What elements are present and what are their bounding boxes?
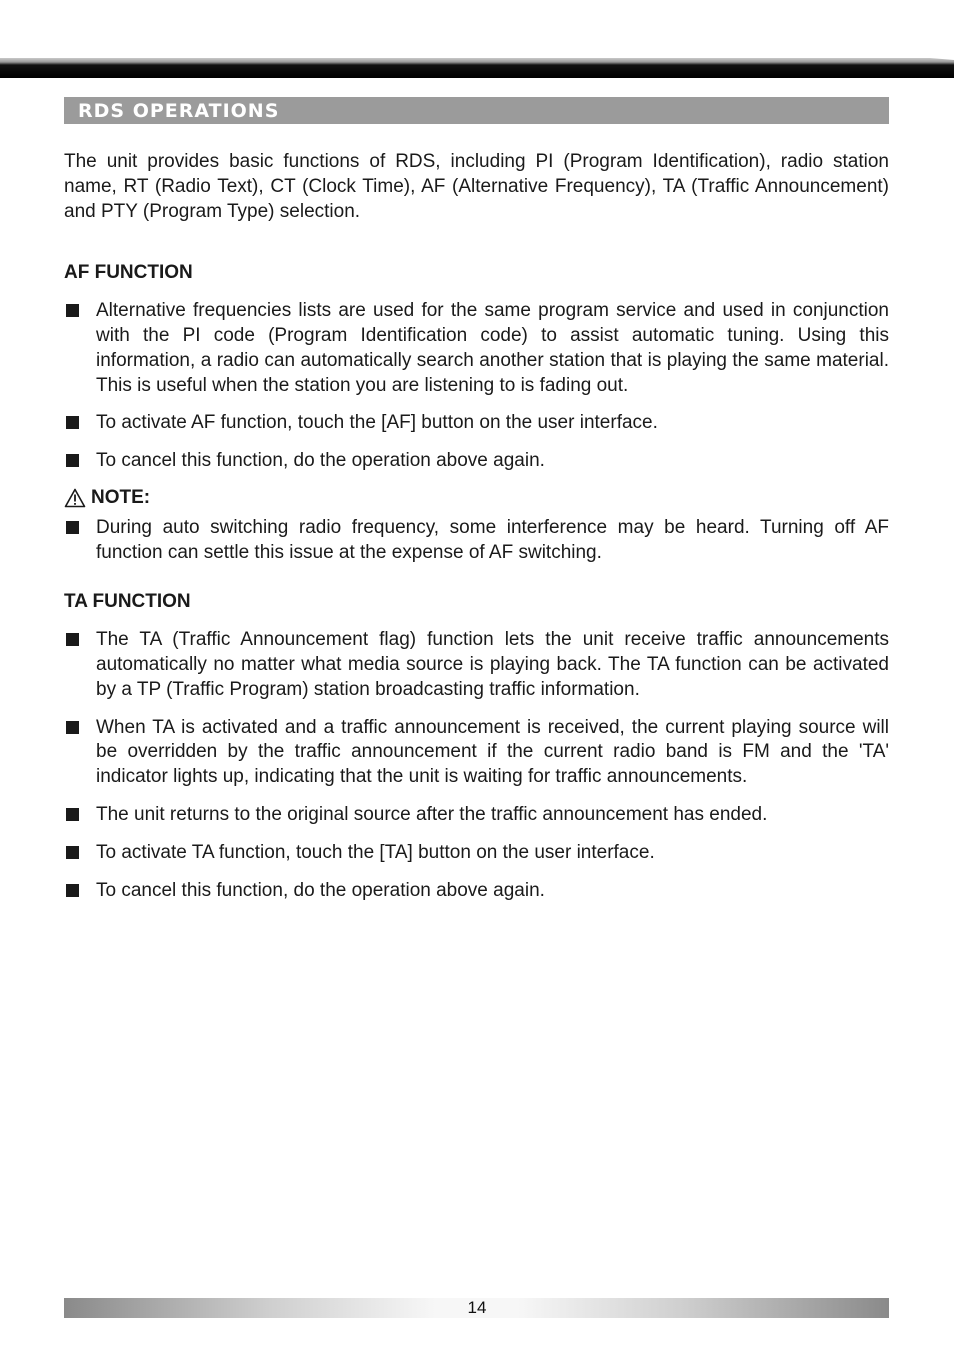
page-number: 14 <box>467 1298 487 1317</box>
section-header <box>64 97 889 124</box>
af-bullet-2-text: To activate AF function, touch the [AF] button on the user interface. <box>96 412 658 434</box>
af-bullet-3-text: To cancel this function, do the operation above again. <box>96 450 545 472</box>
square-bullet-icon <box>66 884 79 897</box>
square-bullet-icon <box>66 304 79 317</box>
square-bullet-icon <box>66 808 79 821</box>
section-title: RDS OPERATIONS <box>78 100 280 122</box>
note-bullet <box>64 516 889 566</box>
square-bullet-icon <box>66 633 79 646</box>
ta-bullet-5 <box>64 879 889 904</box>
ta-bullet-5-text: To cancel this function, do the operation above again. <box>96 879 545 901</box>
page-content <box>64 150 889 903</box>
square-bullet-icon <box>66 416 79 429</box>
warning-triangle-icon <box>64 488 86 508</box>
af-function-heading: AF FUNCTION <box>64 262 193 284</box>
af-bullet-2 <box>64 411 889 436</box>
note-heading <box>64 486 889 511</box>
square-bullet-icon <box>66 721 79 734</box>
ta-bullet-1 <box>64 628 889 702</box>
top-decorative-bar <box>0 58 954 78</box>
square-bullet-icon <box>66 846 79 859</box>
af-bullet-1 <box>64 299 889 398</box>
ta-bullet-2 <box>64 716 889 790</box>
intro-paragraph: The unit provides basic functions of RDS, including PI (Program Identification), radio station name, RT (Radio Text), CT (Clock Time), AF (Alternative Frequency), TA (Traffic Announcement) and PTY (Program Type) selection. <box>64 151 889 222</box>
ta-bullet-4 <box>64 841 889 866</box>
square-bullet-icon <box>66 521 79 534</box>
square-bullet-icon <box>66 454 79 467</box>
ta-bullet-3-text: The unit returns to the original source after the traffic announcement has ended. <box>96 803 768 825</box>
af-bullet-3 <box>64 449 889 474</box>
ta-bullet-4-text: To activate TA function, touch the [TA] button on the user interface. <box>96 841 655 863</box>
ta-bullet-2-text: When TA is activated and a traffic announcement is received, the current playing source will be overridden by the traffic announcement if the current radio band is FM and the 'TA' indicator lights up, indicating that the unit is waiting for traffic announcements. <box>96 716 889 788</box>
af-bullet-1-text: Alternative frequencies lists are used for the same program service and used in conjunction with the PI code (Program Identification code) to assist automatic tuning. Using this information, a radio can automatically search another station that is playing the same material. This is useful when the station you are listening to is fading out. <box>96 300 889 396</box>
note-label: NOTE: <box>91 486 151 508</box>
ta-function-heading: TA FUNCTION <box>64 591 191 613</box>
note-bullet-text: During auto switching radio frequency, some interference may be heard. Turning off AF function can settle this issue at the expense of AF switching. <box>96 516 889 563</box>
ta-bullet-3 <box>64 803 889 828</box>
ta-bullet-1-text: The TA (Traffic Announcement flag) function lets the unit receive traffic announcements automatically no matter what media source is playing back. The TA function can be activated by a TP (Traffic Program) station broadcasting traffic information. <box>96 629 889 700</box>
